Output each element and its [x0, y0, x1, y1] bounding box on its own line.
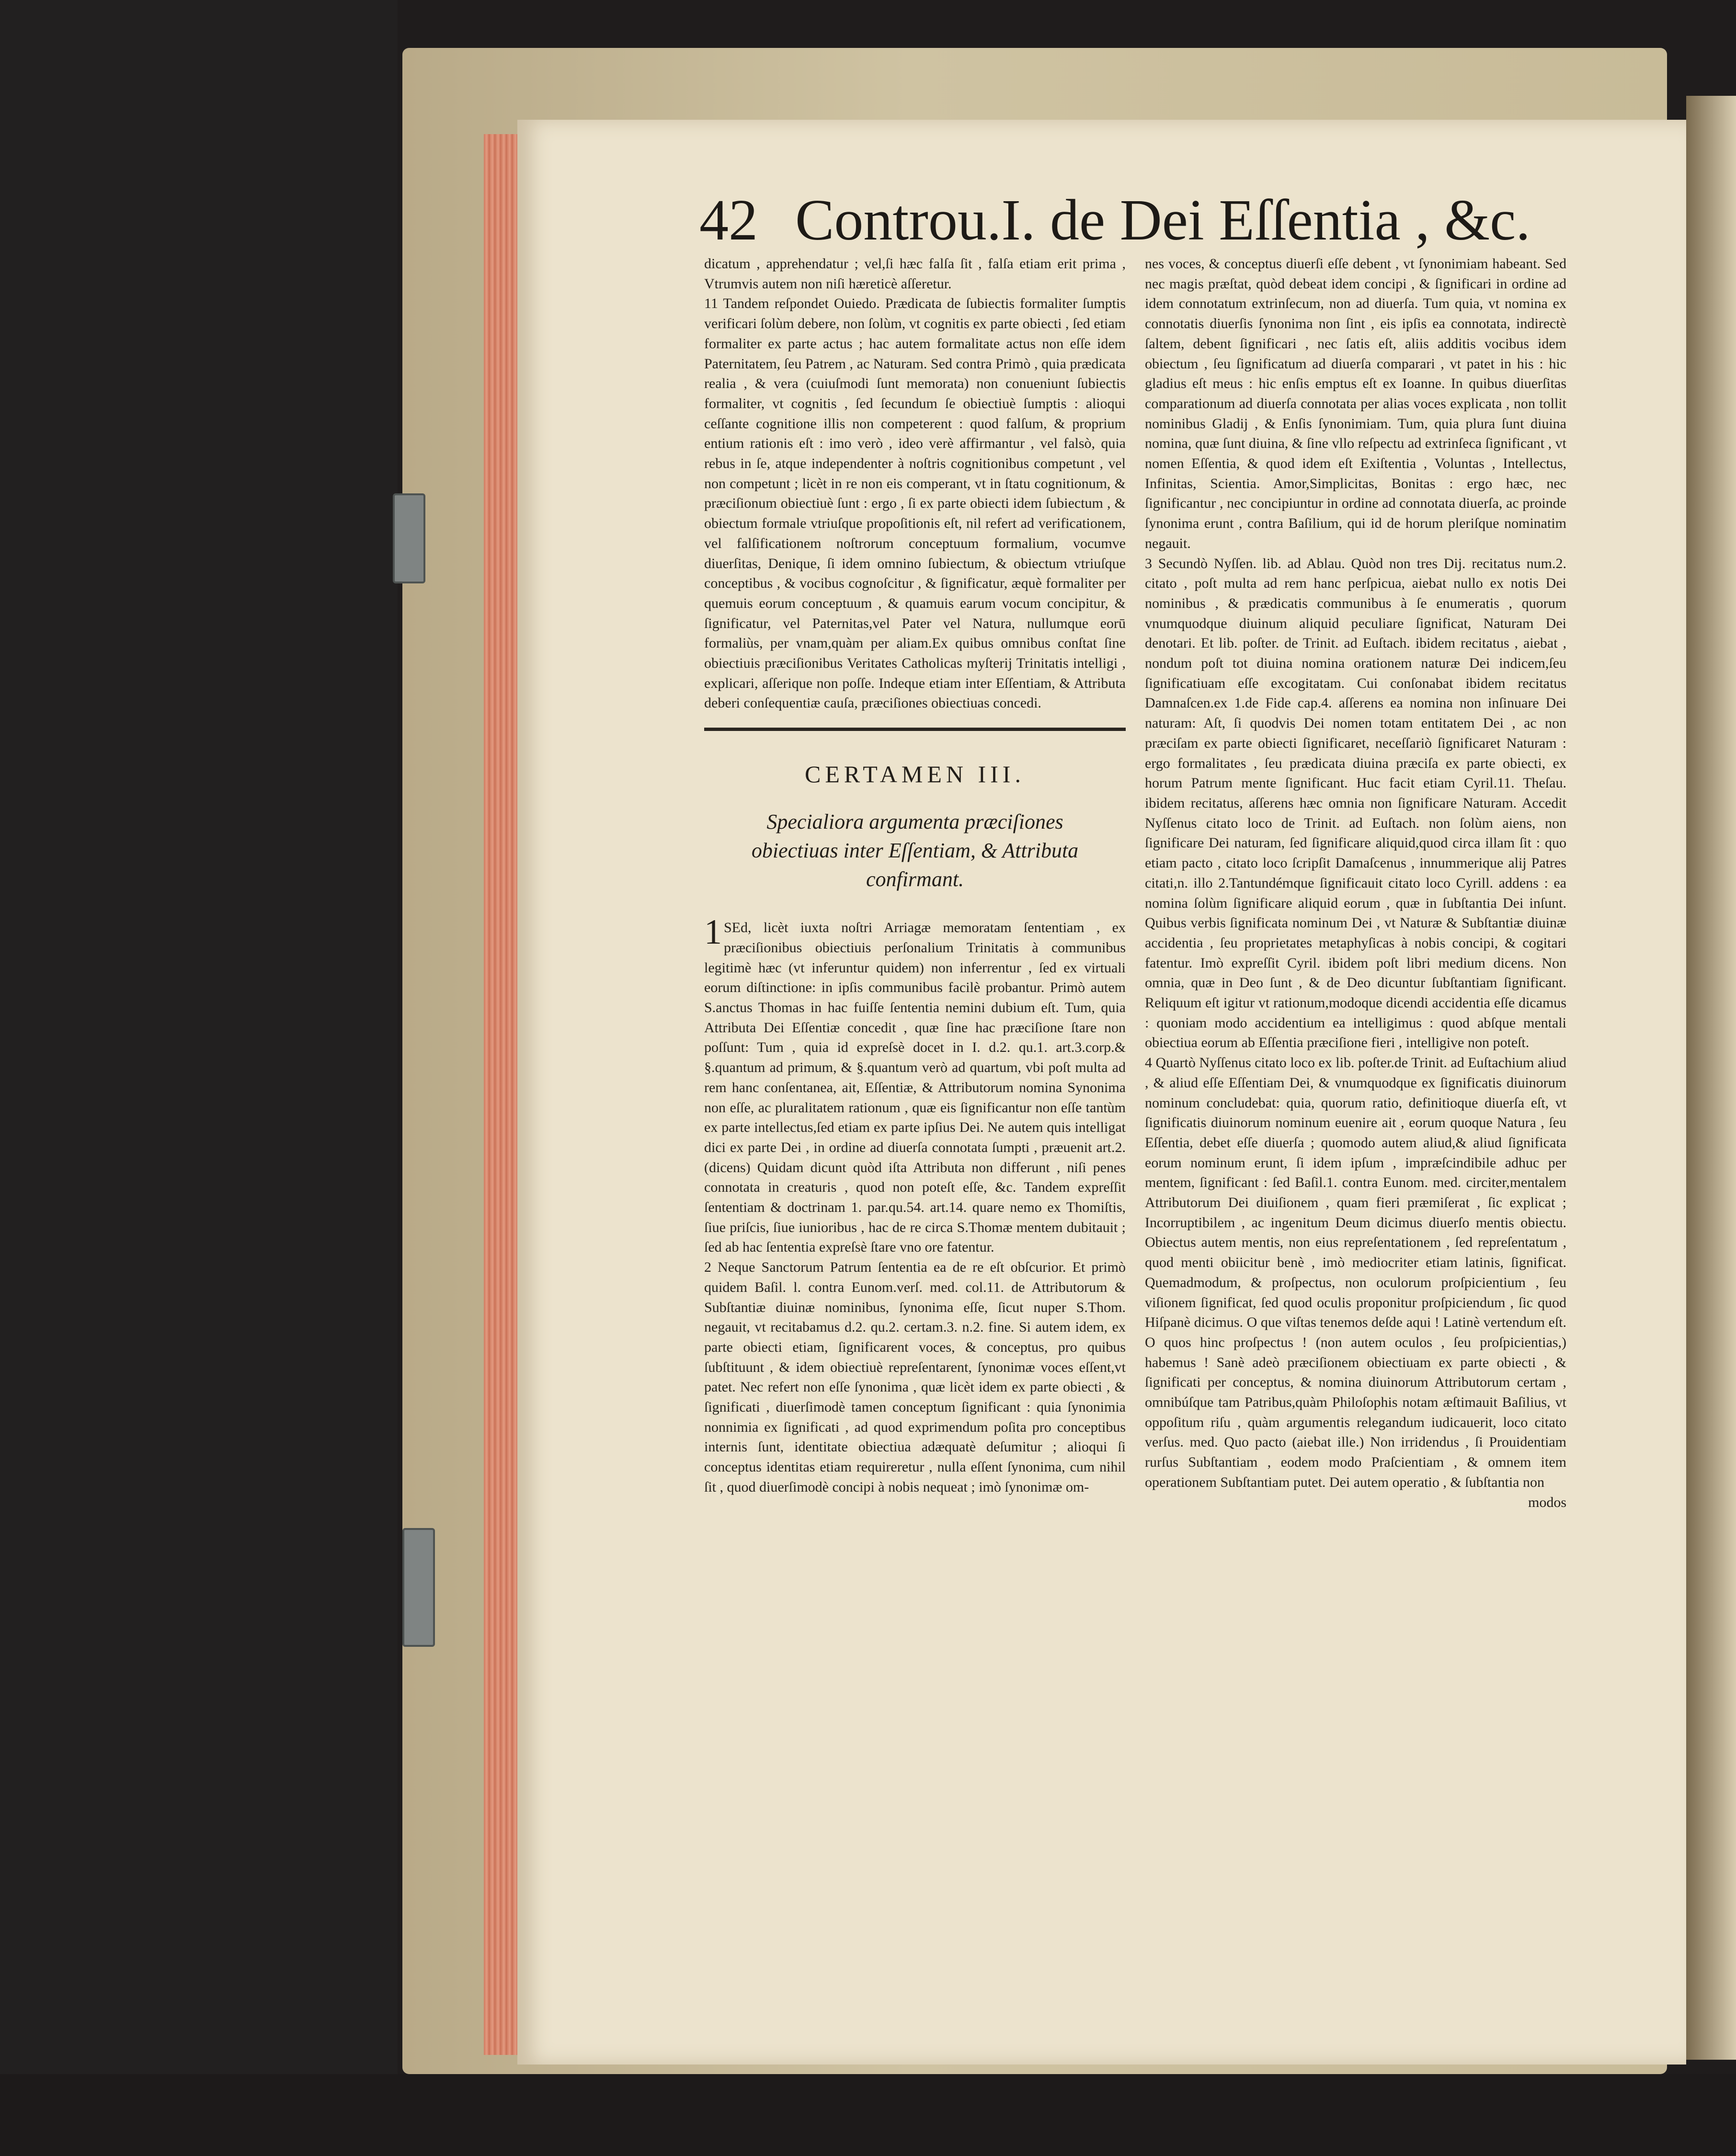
paragraph: dicatum , apprehendatur ; vel,ſi hæc falſa ſit , falſa etiam erit prima , Vtrumvis autem non niſi hæreticè aſſeretur. — [704, 256, 1126, 292]
facing-page-edge — [1686, 96, 1736, 2060]
paragraph: nes voces, & conceptus diuerſi eſſe debent , vt ſynonimiam habeant. Sed nec magis præſtat, quòd debeat idem concipi , & ſignificari in ordine ad idem connotatum extrinſecum, non ad diuerſa. Tum quia, vt nomina ex connotatis diuerſis ſynonima non ſint , eis ipſis ea connotata, indirectè ſaltem, debent ſignificari , nec ſatis eſt, aliis additis vocibus idem obiectum , ſeu ſignificatum ad diuerſa comparari , vt patet in his : hic gladius eſt meus : hic enſis emptus eſt ex Ioanne. In quibus diuerſitas comparationum ad diuerſa connotata per alias voces explicata , non tollit nominibus Gladij , & Enſis ſynonimiam. Tum, quia plura ſunt diuina nomina, quæ ſunt diuina, & ſine vllo reſpectu ad extrinſeca ſignificant , vt nomen Eſſentia, & quod idem eſt Exiſtentia , Voluntas , Intellectus, Infinitas, Scientia. Amor,Simplicitas, Bonitas : ergo hæc, nec ſignificantur , nec concipiuntur in ordine ad connotata diuerſa, ac proinde ſynonima erunt , contra Baſilium, qui id de horum pleriſque nominatim negauit. — [1145, 256, 1566, 551]
paragraph: 4 Quartò Nyſſenus citato loco ex lib. poſter.de Trinit. ad Euſtachium aliud , & aliud eſſe Eſſentiam Dei, & vnumquodque ex ſignificatis diuinorum nominum concludebat: quia, quorum ratio, definitioque diuerſa eſt, vt ſignificatis diuinorum nominum euenire ait , eorum quoque Natura , ſeu Eſſentia, debet eſſe diuerſa ; quomodo autem aliud,& aliud ſignificata eorum nominum erunt, ſi idem ipſum , impræſcindibile adhuc per mentem, ſignificant : ſed Baſil.1. contra Eunom. med. circiter,mentalem Attributorum Dei diuiſionem , quam fieri præmiſerat , ſic explicat ; Incorruptibilem , ac ingenitum Deum dicimus diuerſo mentis obiectu. Obiectus autem mentis, non eius repreſentationem , ſed repreſentatum , quod menti obiicitur benè , imò mediocriter etiam latinis, ſignificat. Quemadmodum, & proſpectus, non oculorum proſpicientium , ſeu viſionem ſignificat, ſed quod oculis proponitur proſpiciendum , ſic quod Hiſpanè dicimus. O que viſtas tenemos deſde aqui ! Latinè vertendum eſt. O quos hinc proſpectus ! (non autem oculos , ſeu proſpicientias,) habemus ! Sanè adeò præciſionem obiectiuam ex parte obiecti , & ſignificati per conceptus, & nomina diuinorum Attributorum certam , omnibúſque tam Patribus,quàm Philoſophis notam æſtimauit Baſilius, vt oppoſitum riſu , quàm argumentis relegandum iudicauerit, loco citato verſus. med. Quo pacto (aiebat ille.) Non irridendus , ſi Prouidentiam rurſus Subſtantiam , eodem modo Praſcientiam , & omnem item operationem Subſtantiam putet. Dei autem operatio , & ſubſtantia non — [1145, 1055, 1566, 1490]
dark-background-bottom — [0, 2074, 1736, 2156]
dark-background — [0, 0, 398, 2156]
paragraph: 3 Secundò Nyſſen. lib. ad Ablau. Quòd non tres Dij. recitatus num.2. citato , poſt multa ad rem hanc perſpicua, aiebat nullo ex notis Dei nominibus , & prædicatis communibus à ſe enumeratis , quorum vnumquodque diuinum aliquid peculiare ſignificat, Naturam Dei denotari. Et lib. poſter. de Trinit. ad Euſtach. ibidem recitatus , aiebat , nondum poſt tot diuina nomina orationem naturæ Dei indicem,ſeu ſignificatiuam eſſe excogitatam. Cui conſonabat ibidem recitatus Damnaſcen.ex 1.de Fide cap.4. aſſerens ea nomina non inſinuare Dei naturam: Aſt, ſi quodvis Dei nomen totam entitatem Dei , ac non præciſam ex parte obiecti ſignificaret, neceſſariò ſignificaret Naturam : ergo formalitates , ſeu prædicata diuina præciſa ex parte obiecti, ex horum Patrum mente ſignificant. Huc facit etiam Cyril.11. Theſau. ibidem recitatus, aſſerens hæc omnia non ſignificare Naturam. Accedit Nyſſenus citato loco de Trinit. ad Euſtach. non ſolùm aiens, non ſignificare Dei naturam, ſed ſignificare aliquid,quod circa illam ſit : quo etiam pacto , citato loco ſcripſit Damaſcenus , innummerique alij Patres citati,n. illo 2.Tantundémque ſignificauit citato loco Cyrill. addens : ea nomina ſolùm ſignificare aliquid eorum , quæ in ſubſtantia Dei inſunt. Quibus verbis ſignificata nominum Dei , vt Naturæ & Subſtantiæ diuinæ accidentia , ſeu proprietates metaphyſicas à nobis concipi, & cogitari fatentur. Imò expreſſit Cyril. ibidem poſt libri medium dicens. Non omnia, quæ in Deo ſunt , & de Deo dicuntur ſubſtantiam ſignificant. Reliquum eſt igitur vt rationum,modoque dicendi accidentia eſſe dicamus : quoniam modo accidentium ea intelligimus : quod abſque mentali obiectiua eorum ab Eſſentia præciſione fieri , intelligive non poteſt. — [1145, 555, 1566, 1051]
section-divider — [704, 728, 1126, 731]
paragraph: 1SEd, licèt iuxta noſtri Arriagæ memoratam ſententiam , ex præciſionibus obiectiuis perſonalium Trinitatis à communibus legitimè hæc (vt inferuntur quidem) non inferrentur , ſed ex virtuali eorum diſtinctione: in ipſis communibus facilè probantur. Primò autem S.anctus Thomas in hac fuiſſe ſententia nemini dubium eſt. Tum, quia Attributa Dei Eſſentiæ concedit , quæ ſine hac præciſione ſtare non poſſunt: Tum , quia id expreſsè docet in I. d.2. qu.1. art.3.corp.& §.quantum ad primum, & §.quantum verò ad quartum, vbi poſt multa ad rem hanc conſentanea, ait, Eſſentiæ, & Attributorum nomina Synonima non eſſe, ac pluralitatem rationum , quæ eis ſignificantur non eſſe tantùm ex parte intellectus,ſed etiam ex parte ipſius Dei. Ne autem quis intelligat dici ex parte Dei , in ordine ad diuerſa connotata ſumpti , præuenit art.2. (dicens) Quidam dicunt quòd iſta Attributa non differunt , niſi penes connotata in creaturis , quod non poteſt eſſe, &c. Tandem expreſſit ſententiam & doctrinam 1. par.qu.54. art.14. quare nemo ex Thomiſtis, ſiue priſcis, ſiue iunioribus , hac de re circa S.Thomæ mentem dubitauit ; ſed ab hac ſententia expreſsè ſtare vno ore fatentur. — [704, 913, 1126, 1255]
section-title: CERTAMEN III. — [805, 761, 1025, 788]
page-title: Controu.I. de Dei Eſſentia , &c. — [795, 188, 1530, 252]
paragraph: 2 Neque Sanctorum Patrum ſententia ea de re eſt obſcurior. Et primò quidem Baſil. l. contra Eunom.verſ. med. col.11. de Attributorum & Subſtantiæ diuinæ nominibus, ſynonima eſſe, ſicut nuper S.Thom. negauit, vt recitabamus d.2. qu.2. certam.3. n.2. fine. Si autem idem, ex parte obiecti etiam, ſignificarent voces, & conceptus, pro quibus ſubſtituunt , & idem obiectiuè repreſentarent, ſynonimæ voces eſſent,vt patet. Nec refert non eſſe ſynonima , quæ licèt idem ex parte obiecti , & ſignificati , diuerſimodè tamen conceptum ſignificant : quia ſynonimia nonnimia ex ſignificati , ad quod exprimendum poſita pro conceptibus internis ſunt, identitate obiectiua adæquatè deſumitur ; alioqui ſi conceptus identitas etiam requireretur , nulla eſſent ſynonima, cum nihil ſit , quod diuerſimodè concipi à nobis nequeat ; imò ſynonimæ om- — [704, 1259, 1126, 1495]
section-subtitle: Specialiora argumenta præciſiones obiectiuas inter Eſſentiam, & Attributa confirmant. — [751, 810, 1079, 891]
red-page-edges — [484, 134, 522, 2055]
page-number: 42 — [699, 188, 758, 252]
catchword: modos — [1528, 1494, 1566, 1510]
upper-clasp — [393, 493, 425, 583]
left-column — [704, 254, 1126, 1787]
lower-clasp — [402, 1528, 435, 1647]
running-head — [699, 182, 1542, 259]
paragraph: 11 Tandem reſpondet Ouiedo. Prædicata de ſubiectis formaliter ſumptis verificari ſolùm debere, non ſolùm, vt cognitis ex parte obiecti , ſed etiam formaliter ex parte actus ; hac autem formalitate actus non eſſe idem Paternitatem, ſeu Patrem , ac Naturam. Sed contra Primò , quia prædicata realia , & vera (cuiuſmodi ſunt memorata) non conueniunt ſubiectis formaliter, vt cognitis , ſed ſecundum ſe obiectiuè ſumptis : alioqui ceſſante cognitione illis non competerent : quod falſum, & proprium entium rationis eſt : imo verò , ideo verè affirmantur , vel falsò, quia rebus in ſe, atque independenter à noſtris cognitionibus competunt , vel non competunt ; licèt in re non eis comperant, vt in ſtatu cognitionum, & præciſionum obiectiuè ſunt : ergo , ſi ex parte obiecti idem ſubiectum , & obiectum formale vtriuſque propoſitionis eſt, nil refert ad verificationem, vel falſificationem noſtrorum conceptuum formalium, vocumve diuerſitas, Denique, ſi idem omnino ſubiectum, & obiectum vtriuſque conceptibus , & vocibus cognoſcitur , & ſignificatur, æquè formaliter per quemuis eorum conceptuum , & quamuis earum vocum concipitur, & ſignificatur, vel Paternitas,vel Pater vel Natura, nullumque eorū formaliùs, per vnam,quàm per aliam.Ex quibus omnibus conſtat ſine obiectiuis præciſionibus Veritates Catholicas myſterij Trinitatis intelligi , explicari, aſſerique non poſſe. Indeque etiam inter Eſſentiam, & Attributa deberi conſequentiæ cauſa, præciſiones obiectiuas concedi. — [704, 296, 1126, 711]
right-column — [1145, 254, 1566, 1787]
